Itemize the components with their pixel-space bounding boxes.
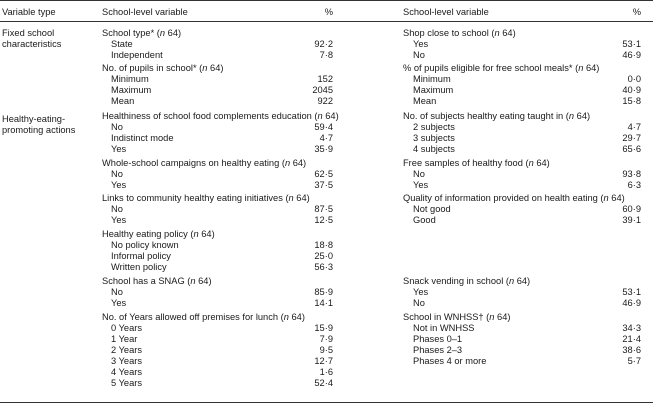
- n-symbol: n: [159, 28, 166, 38]
- variable-text: Snack vending in school (: [403, 276, 509, 286]
- row-option-label: 4 subjects: [413, 144, 455, 154]
- row-percent-value: 12·5: [314, 215, 333, 225]
- variable-text: Healthy eating policy (: [102, 229, 194, 239]
- row-option-label: Yes: [111, 180, 127, 190]
- row-percent-value: 65·6: [622, 144, 641, 154]
- row-percent-value: 37·5: [314, 180, 333, 190]
- row-percent-value: 152: [317, 74, 333, 84]
- variable-text: No. of pupils in school* (: [102, 63, 203, 73]
- row-option-label: 5 Years: [111, 378, 143, 388]
- variable-text: No. of Years allowed off premises for lunch (: [102, 312, 284, 322]
- row-variable-label: [403, 276, 530, 286]
- row-option-label: Informal policy: [111, 251, 171, 261]
- row-percent-value: 18·8: [314, 240, 333, 250]
- row-percent-value: 87·5: [314, 204, 333, 214]
- row-option-label: Phases 0–1: [413, 334, 463, 344]
- row-percent-value: 62·5: [314, 169, 333, 179]
- row-option-label: Yes: [111, 298, 127, 308]
- n-count: 64): [608, 193, 625, 203]
- row-percent-value: 53·1: [622, 287, 641, 297]
- bottom-rule: [0, 402, 653, 403]
- row-percent-value: 34·3: [622, 323, 641, 333]
- row-percent-value: 15·8: [622, 96, 641, 106]
- row-percent-value: 4·7: [627, 122, 641, 132]
- row-percent-value: 5·7: [627, 356, 641, 366]
- n-symbol: n: [284, 158, 291, 168]
- row-option-label: Minimum: [413, 74, 451, 84]
- row-percent-value: 59·4: [314, 122, 333, 132]
- row-percent-value: 14·1: [314, 298, 333, 308]
- n-count: 64): [293, 193, 310, 203]
- row-percent-value: 4·7: [319, 133, 333, 143]
- row-option-label: Indistinct mode: [111, 133, 174, 143]
- section-label-fixed-line2: characteristics: [2, 39, 62, 49]
- n-symbol: n: [283, 312, 289, 322]
- header-variable-type: Variable type: [2, 7, 56, 17]
- variable-text: Links to community healthy eating initiatives (: [102, 193, 289, 203]
- row-option-label: Mean: [413, 96, 437, 106]
- row-option-label: Phases 4 or more: [413, 356, 487, 366]
- variable-text: School has a SNAG (: [102, 276, 191, 286]
- row-option-label: Phases 2–3: [413, 345, 463, 355]
- header-school-level-variable-left: School-level variable: [102, 7, 188, 17]
- n-symbol: n: [578, 63, 584, 73]
- row-percent-value: 92·2: [314, 39, 333, 49]
- row-option-label: No: [111, 169, 123, 179]
- row-percent-value: 21·4: [622, 334, 641, 344]
- n-count: 64): [207, 63, 224, 73]
- row-variable-label: [403, 193, 625, 203]
- n-count: 64): [198, 229, 215, 239]
- row-percent-value: 38·6: [622, 345, 641, 355]
- row-option-label: 2 Years: [111, 345, 143, 355]
- row-percent-value: 46·9: [622, 298, 641, 308]
- variable-text: School type* (: [102, 28, 160, 38]
- row-variable-label: [102, 28, 181, 38]
- row-option-label: Maximum: [413, 85, 454, 95]
- n-symbol: n: [288, 193, 294, 203]
- n-symbol: n: [193, 229, 199, 239]
- row-percent-value: 35·9: [314, 144, 333, 154]
- row-variable-label: [102, 229, 215, 239]
- row-percent-value: 2045: [312, 85, 333, 95]
- n-symbol: n: [528, 158, 534, 168]
- row-option-label: Maximum: [111, 85, 152, 95]
- n-symbol: n: [568, 111, 575, 121]
- n-count: 64): [288, 312, 305, 322]
- row-option-label: 4 Years: [111, 367, 143, 377]
- row-percent-value: 52·4: [314, 378, 333, 388]
- row-variable-label: [403, 158, 550, 168]
- row-option-label: No policy known: [111, 240, 179, 250]
- row-variable-label: [102, 312, 305, 322]
- row-option-label: 0 Years: [111, 323, 143, 333]
- row-variable-label: [102, 63, 223, 73]
- n-symbol: n: [317, 111, 323, 121]
- section-label-fixed-line1: Fixed school: [2, 28, 55, 38]
- n-count: 64): [494, 312, 511, 322]
- row-variable-label: [403, 63, 599, 73]
- row-percent-value: 53·1: [622, 39, 641, 49]
- header-percent-right: %: [632, 7, 641, 17]
- row-percent-value: 0·0: [627, 74, 641, 84]
- row-option-label: 1 Year: [111, 334, 138, 344]
- n-count: 64): [195, 276, 212, 286]
- section-label-healthy-line2: promoting actions: [2, 125, 76, 135]
- n-symbol: n: [603, 193, 609, 203]
- row-option-label: No: [413, 169, 425, 179]
- row-option-label: No: [413, 50, 425, 60]
- row-percent-value: 39·1: [622, 215, 641, 225]
- variable-text: Quality of information provided on health eating (: [403, 193, 604, 203]
- variable-text: Healthiness of school food complements education (: [102, 111, 318, 121]
- row-option-label: Mean: [111, 96, 135, 106]
- row-percent-value: 15·9: [314, 323, 333, 333]
- row-option-label: 2 subjects: [413, 122, 455, 132]
- n-symbol: n: [489, 312, 495, 322]
- row-option-label: Yes: [413, 180, 429, 190]
- row-option-label: No: [111, 122, 123, 132]
- top-rule: [0, 0, 653, 1]
- row-option-label: 3 subjects: [413, 133, 455, 143]
- row-percent-value: 9·5: [319, 345, 333, 355]
- row-option-label: State: [111, 39, 133, 49]
- row-option-label: Written policy: [111, 262, 167, 272]
- n-count: 64): [290, 158, 307, 168]
- row-variable-label: [403, 312, 511, 322]
- row-percent-value: 922: [317, 96, 333, 106]
- row-percent-value: 1·6: [319, 367, 333, 377]
- variable-text: Free samples of healthy food (: [403, 158, 529, 168]
- row-option-label: Yes: [413, 287, 429, 297]
- n-count: 64): [165, 28, 182, 38]
- row-option-label: Not good: [413, 204, 451, 214]
- row-percent-value: 6·3: [627, 180, 641, 190]
- row-percent-value: 29·7: [622, 133, 641, 143]
- n-symbol: n: [508, 276, 515, 286]
- n-symbol: n: [190, 276, 196, 286]
- row-percent-value: 12·7: [314, 356, 333, 366]
- header-rule: [0, 21, 653, 22]
- n-count: 64): [574, 111, 591, 121]
- n-symbol: n: [494, 28, 500, 38]
- row-variable-label: [403, 28, 516, 38]
- variable-text: Shop close to school (: [403, 28, 495, 38]
- row-option-label: Minimum: [111, 74, 149, 84]
- row-percent-value: 25·0: [314, 251, 333, 261]
- row-variable-label: [102, 111, 339, 121]
- row-option-label: Yes: [111, 215, 127, 225]
- n-count: 64): [514, 276, 531, 286]
- section-label-healthy-line1: Healthy-eating-: [2, 114, 66, 124]
- row-variable-label: [403, 111, 590, 121]
- row-option-label: Good: [413, 215, 436, 225]
- row-percent-value: 93·8: [622, 169, 641, 179]
- n-count: 64): [322, 111, 339, 121]
- n-count: 64): [583, 63, 600, 73]
- row-percent-value: 7·8: [319, 50, 333, 60]
- variable-text: Whole-school campaigns on healthy eating (: [102, 158, 285, 168]
- row-percent-value: 85·9: [314, 287, 333, 297]
- row-option-label: No: [413, 298, 425, 308]
- row-option-label: No: [111, 204, 123, 214]
- row-percent-value: 46·9: [622, 50, 641, 60]
- header-percent-left: %: [324, 7, 333, 17]
- variable-text: No. of subjects healthy eating taught in (: [403, 111, 569, 121]
- row-option-label: 3 Years: [111, 356, 143, 366]
- row-percent-value: 40·9: [622, 85, 641, 95]
- variable-text: % of pupils eligible for free school meals* (: [403, 63, 579, 73]
- row-option-label: No: [111, 287, 123, 297]
- row-option-label: Not in WNHSS: [413, 323, 475, 333]
- row-variable-label: [102, 158, 306, 168]
- row-option-label: Yes: [413, 39, 429, 49]
- n-count: 64): [499, 28, 516, 38]
- row-percent-value: 60·9: [622, 204, 641, 214]
- row-option-label: Yes: [111, 144, 127, 154]
- n-symbol: n: [202, 63, 208, 73]
- row-percent-value: 56·3: [314, 262, 333, 272]
- row-variable-label: [102, 193, 310, 203]
- n-count: 64): [533, 158, 550, 168]
- header-school-level-variable-right: School-level variable: [403, 7, 489, 17]
- row-option-label: Independent: [111, 50, 163, 60]
- variable-text: School in WNHSS† (: [403, 312, 490, 322]
- row-percent-value: 7·9: [319, 334, 333, 344]
- row-variable-label: [102, 276, 212, 286]
